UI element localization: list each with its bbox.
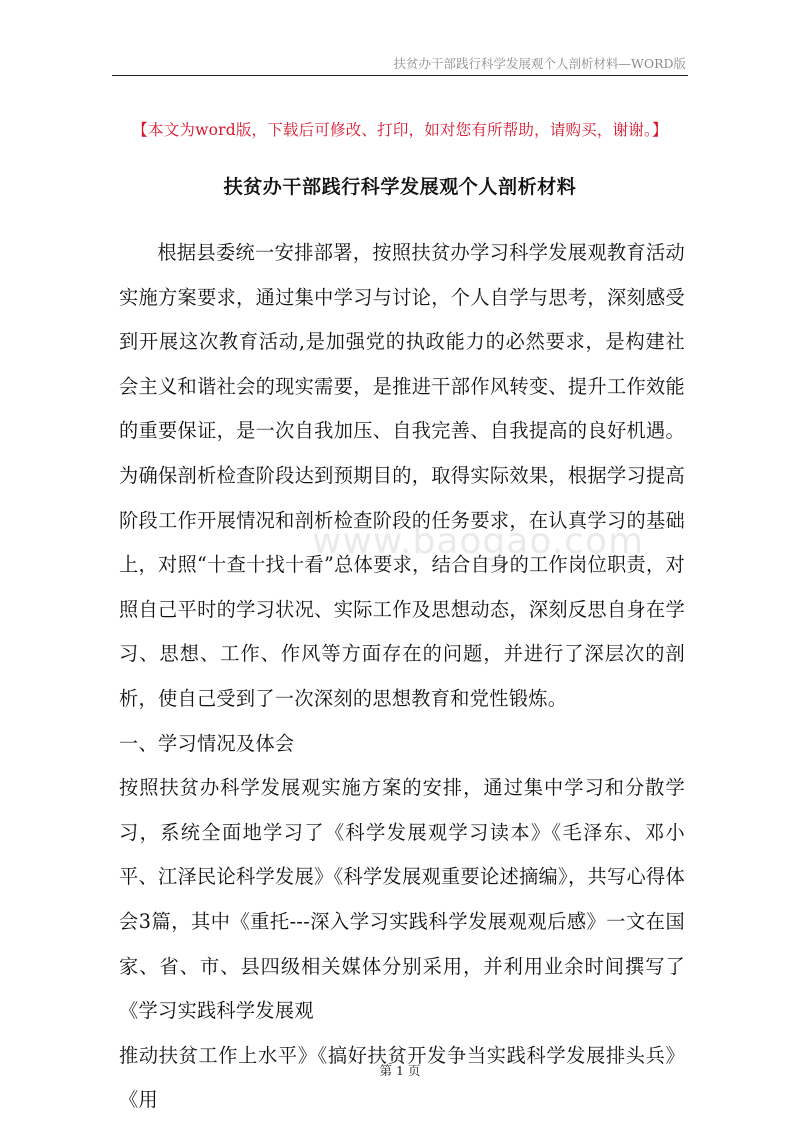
- running-header: 扶贫办干部践行科学发展观个人剖析材料—WORD版: [393, 56, 686, 71]
- header-divider: [112, 75, 688, 76]
- document-body: [119, 231, 685, 1123]
- section-paragraph-continuation: 推动扶贫工作上水平》《搞好扶贫开发争当实践科学发展排头兵》《用: [119, 1043, 685, 1112]
- section-paragraph: 按照扶贫办科学发展观实施方案的安排，通过集中学习和分散学习，系统全面地学习了《科学发展观学习读本》《毛泽东、邓小平、江泽民论科学发展》《科学发展观重要论述摘编》，共写心得体会3篇，其中《重托---深入学习实践科学发展观观后感》一文在国家、省、市、县四级相关媒体分别采用，并利用业余时间撰写了《学习实践科学发展观: [119, 776, 685, 1023]
- section-heading: 一、学习情况及体会: [119, 731, 295, 755]
- intro-paragraph: 根据县委统一安排部署，按照扶贫办学习科学发展观教育活动实施方案要求，通过集中学习与讨论，个人自学与思考，深刻感受到开展这次教育活动,是加强党的执政能力的必然要求，是构建社会主义和谐社会的现实需要，是推进干部作风转变、提升工作效能的重要保证，是一次自我加压、自我完善、自我提高的良好机遇。为确保剖析检查阶段达到预期目的，取得实际效果，根据学习提高阶段工作开展情况和剖析检查阶段的任务要求，在认真学习的基础上，对照“十查十找十看”总体要求，结合自身的工作岗位职责，对照自己平时的学习状况、实际工作及思想动态，深刻反思自身在学习、思想、工作、作风等方面存在的问题，并进行了深层次的剖析，使自己受到了一次深刻的思想教育和党性锻炼。: [119, 241, 685, 710]
- page-number: 第 1 页: [379, 1063, 421, 1078]
- watermark-text: www.baogao.com: [312, 521, 645, 562]
- page-title: 扶贫办干部践行科学发展观个人剖析材料: [223, 176, 577, 198]
- download-notice: 【本文为word版，下载后可修改、打印，如对您有所帮助，请购买，谢谢。】: [132, 121, 668, 139]
